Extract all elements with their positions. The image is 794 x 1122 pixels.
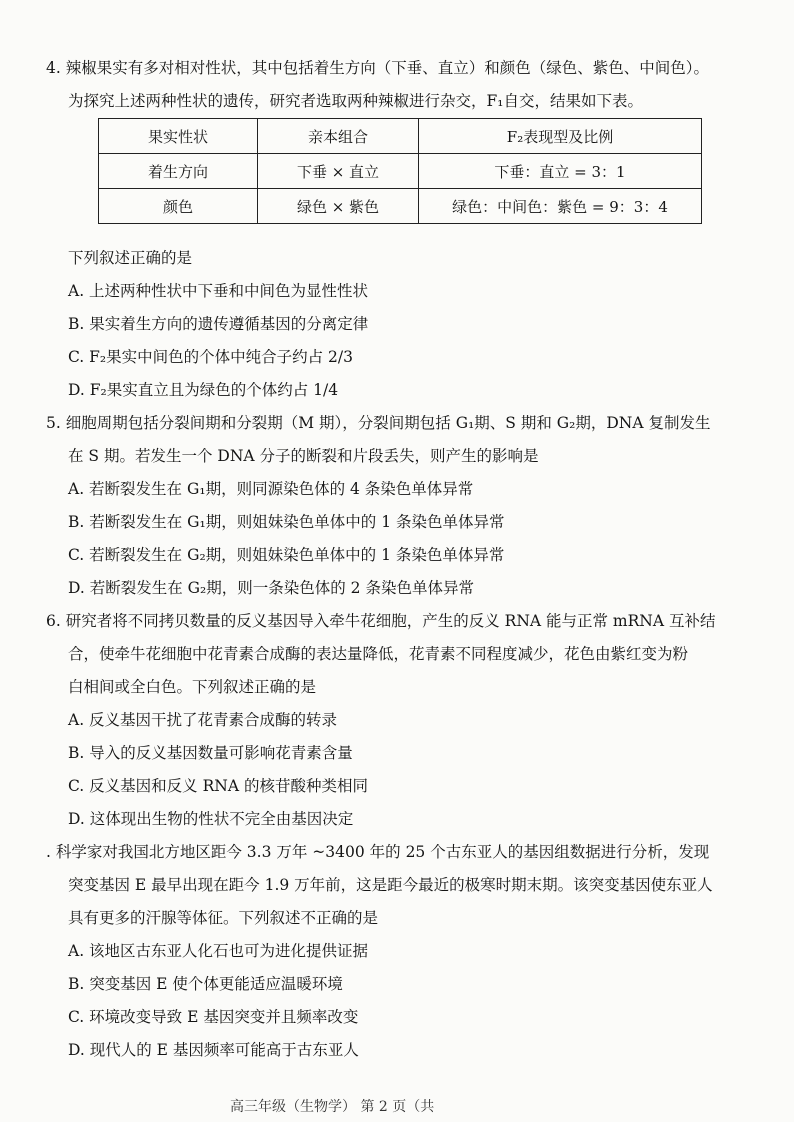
q5-option-b[interactable]: B. 若断裂发生在 G₁期，则姐妹染色单体中的 1 条染色单体异常 (68, 513, 505, 531)
table-header-row (99, 119, 702, 154)
q7-option-d[interactable]: D. 现代人的 E 基因频率可能高于古东亚人 (68, 1041, 359, 1059)
q5-option-d[interactable]: D. 若断裂发生在 G₂期，则一条染色体的 2 条染色单体异常 (68, 579, 474, 597)
q4-question: 下列叙述正确的是 (68, 249, 193, 267)
q6-stem-line2: 合，使牵牛花细胞中花青素合成酶的表达量降低，花青素不同程度减少，花色由紫红变为粉 (68, 645, 689, 663)
q7-stem-line2: 突变基因 E 最早出现在距今 1.9 万年前，这是距今最近的极寒时期末期。该突变基因使东亚人 (68, 876, 713, 894)
q4-option-a[interactable]: A. 上述两种性状中下垂和中间色为显性性状 (68, 282, 369, 300)
q6-option-c[interactable]: C. 反义基因和反义 RNA 的核苷酸种类相同 (68, 777, 368, 795)
q5-option-a[interactable]: A. 若断裂发生在 G₁期，则同源染色体的 4 条染色单体异常 (68, 480, 474, 498)
table-cell: 下垂：直立 = 3：1 (419, 154, 702, 189)
q6-option-d[interactable]: D. 这体现出生物的性状不完全由基因决定 (68, 810, 354, 828)
q4-results-table (98, 118, 702, 224)
table-cell: 着生方向 (99, 154, 258, 189)
q4-option-c[interactable]: C. F₂果实中间色的个体中纯合子约占 2/3 (68, 348, 354, 366)
q7-option-b[interactable]: B. 突变基因 E 使个体更能适应温暖环境 (68, 975, 343, 993)
q5-stem-line1: 5. 细胞周期包括分裂间期和分裂期（M 期），分裂间期包括 G₁期、S 期和 G₂期，DNA 复制发生 (46, 414, 711, 432)
q6-option-a[interactable]: A. 反义基因干扰了花青素合成酶的转录 (68, 711, 338, 729)
page-footer: 高三年级（生物学） 第 2 页（共 (230, 1099, 435, 1115)
table-cell: 绿色：中间色：紫色 = 9：3：4 (419, 189, 702, 224)
q7-option-a[interactable]: A. 该地区古东亚人化石也可为进化提供证据 (68, 942, 369, 960)
q6-option-b[interactable]: B. 导入的反义基因数量可影响花青素含量 (68, 744, 353, 762)
table-cell: 下垂 × 直立 (258, 154, 419, 189)
q6-stem-line3: 白相间或全白色。下列叙述正确的是 (68, 678, 317, 696)
table-cell: 绿色 × 紫色 (258, 189, 419, 224)
q7-option-c[interactable]: C. 环境改变导致 E 基因突变并且频率改变 (68, 1008, 359, 1026)
q4-option-b[interactable]: B. 果实着生方向的遗传遵循基因的分离定律 (68, 315, 369, 333)
q4-stem-line2: 为探究上述两种性状的遗传，研究者选取两种辣椒进行杂交，F₁自交，结果如下表。 (68, 92, 643, 110)
q7-stem-line3: 具有更多的汗腺等体征。下列叙述不正确的是 (68, 909, 379, 927)
q4-option-d[interactable]: D. F₂果实直立且为绿色的个体约占 1/4 (68, 381, 339, 399)
q4-stem-line1: 4. 辣椒果实有多对相对性状，其中包括着生方向（下垂、直立）和颜色（绿色、紫色、中间色）。 (46, 59, 709, 77)
table-header-cell: 亲本组合 (258, 119, 419, 154)
q5-stem-line2: 在 S 期。若发生一个 DNA 分子的断裂和片段丢失，则产生的影响是 (68, 447, 539, 465)
table-row (99, 189, 702, 224)
table-row (99, 154, 702, 189)
table-header-cell: 果实性状 (99, 119, 258, 154)
q7-stem-line1: . 科学家对我国北方地区距今 3.3 万年 ~3400 年的 25 个古东亚人的基因组数据进行分析，发现 (46, 843, 710, 861)
table-cell: 颜色 (99, 189, 258, 224)
table-header-cell: F₂表现型及比例 (419, 119, 702, 154)
q6-stem-line1: 6. 研究者将不同拷贝数量的反义基因导入牵牛花细胞，产生的反义 RNA 能与正常 mRNA 互补结 (46, 612, 716, 630)
q5-option-c[interactable]: C. 若断裂发生在 G₂期，则姐妹染色单体中的 1 条染色单体异常 (68, 546, 505, 564)
